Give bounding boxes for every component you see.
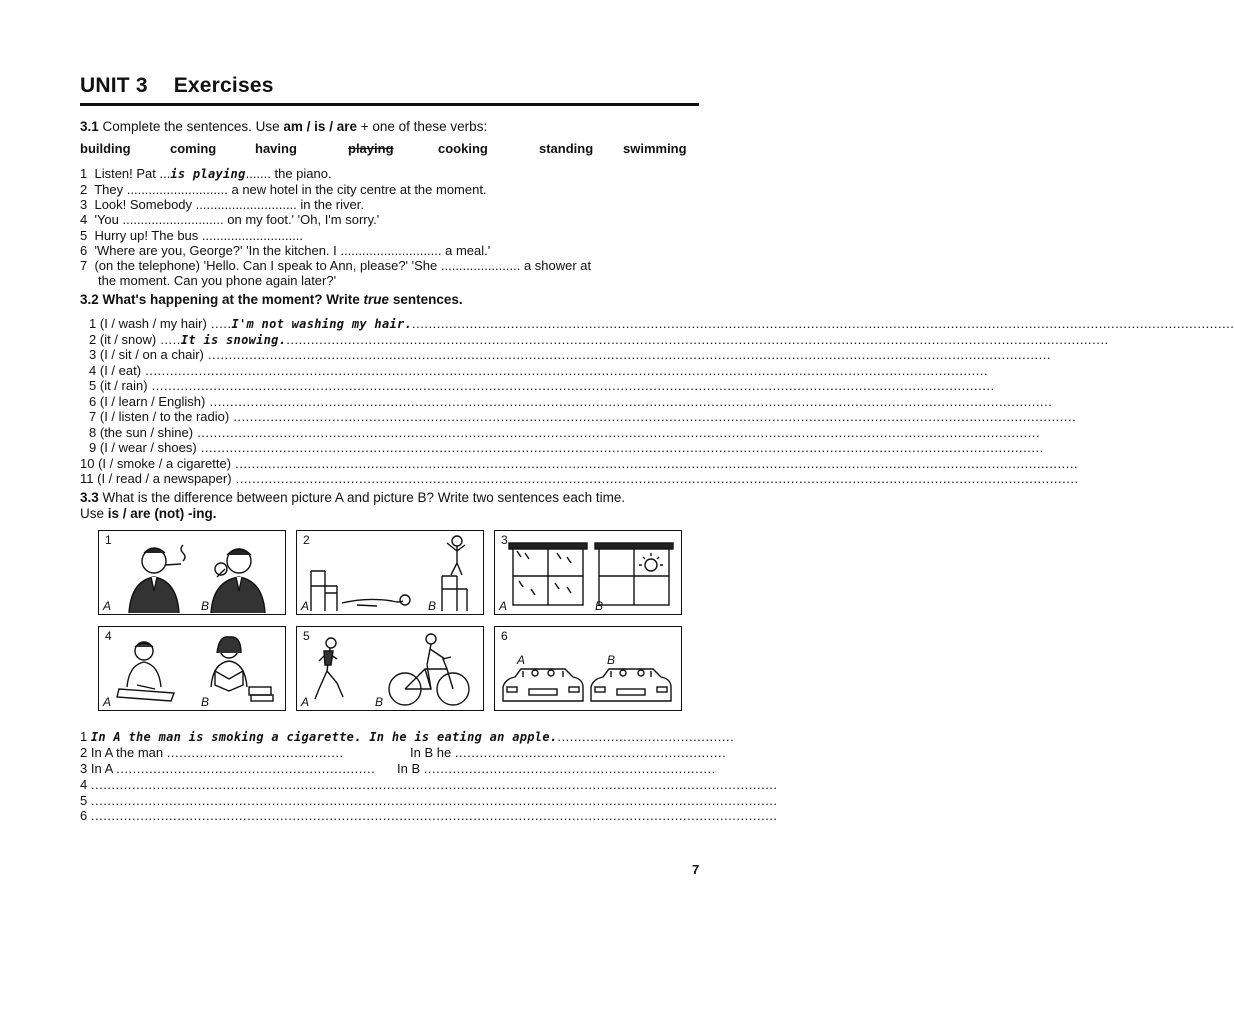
instruction-text: + one of these verbs: — [360, 119, 488, 134]
item-cue: (I / learn / English) — [99, 393, 206, 409]
line-number: 5 — [80, 793, 88, 808]
sentence-text: the moment. Can you phone again later?' — [98, 273, 337, 288]
item-number: 10 — [80, 455, 95, 471]
sentence-number: 4 — [80, 212, 88, 227]
exercise-3-3-line-b: In B he .................................................................. — [410, 745, 727, 760]
page-number: 7 — [692, 862, 700, 877]
sentence-text: 'You ............................ on my foot.' 'Oh, I'm sorry.' — [94, 212, 380, 227]
picture-label-a: A — [103, 599, 112, 613]
item-cue: (the sun / shine) — [99, 424, 194, 440]
picture-label-b: B — [375, 695, 384, 709]
item-number: 8 — [89, 424, 97, 440]
item-number: 1 — [89, 316, 97, 331]
dotted-fill: ........................................................................................................................................................................................................ — [412, 316, 1234, 331]
instruction-bold: am / is / are — [283, 119, 357, 134]
sentence-number: 1 — [80, 166, 88, 181]
picture-label-b: B — [595, 599, 604, 613]
verb-item-crossed-out: playing — [348, 141, 394, 156]
exercise-3-1-sentence — [80, 212, 379, 227]
exercise-3-2-item: 4 (I / eat) ............................................................................................................................................................................................................. — [89, 362, 989, 378]
picture-5 — [296, 626, 484, 711]
title-divider — [80, 103, 699, 106]
exercise-3-2-item: 2 (it / snow) .....It is snowing......................................................................................................................................................................................................... — [89, 331, 1109, 347]
sentence-number: 3 — [80, 197, 88, 212]
picture-number: 4 — [105, 629, 112, 643]
sentence-number: 7 — [80, 258, 88, 273]
sentence-text: (on the telephone) 'Hello. Can I speak to Ann, please?' 'She ...................... a shower at — [94, 258, 592, 273]
dotted-fill: ........................................................................................................................................................................................................ — [228, 347, 1051, 362]
picture-3 — [494, 530, 682, 615]
exercise-3-1-sentence — [80, 228, 303, 243]
exercise-3-3-blank-line: 5 ....................................................................................................................................................................... — [80, 793, 778, 808]
exercise-3-3-line-b: In B ....................................................................... — [397, 761, 716, 776]
item-cue: (I / read / a newspaper) — [97, 471, 232, 486]
line-number: 6 — [80, 808, 88, 823]
line-prompt: In A the man — [90, 745, 164, 760]
instruction-text: Complete the sentences. Use — [102, 119, 280, 134]
sentence-text: They ............................ a new hotel in the city centre at the moment. — [94, 182, 487, 197]
picture-label-a: A — [301, 599, 310, 613]
verb-item: having — [255, 141, 297, 156]
picture-number: 6 — [501, 629, 508, 643]
item-number: 5 — [89, 378, 97, 393]
running-cycling-illustration — [297, 627, 482, 709]
verb-item: building — [80, 141, 131, 156]
sentence-text: Hurry up! The bus ............................ — [94, 228, 304, 243]
item-cue: (I / eat) — [99, 362, 142, 378]
picture-6 — [494, 626, 682, 711]
picture-label-b: B — [607, 653, 616, 667]
exercise-3-2-instruction — [80, 292, 463, 307]
page-title — [80, 74, 274, 98]
item-cue: (it / snow) — [99, 331, 157, 347]
sentence-number: 2 — [80, 182, 88, 197]
item-number: 3 — [89, 347, 97, 362]
verb-item: swimming — [623, 141, 687, 156]
exercise-3-2-item: 1 (I / wash / my hair) .....I'm not washing my hair......................................................................................................................................................................................................... — [89, 316, 1234, 331]
dotted-fill: ........................................................................................................................................................................................................ — [165, 362, 989, 378]
picture-2 — [296, 530, 484, 615]
instruction-text: What is the difference between picture A and picture B? Write two sentences each time. — [102, 490, 626, 505]
exercise-3-2-item: 3 (I / sit / on a chair) ............................................................................................................................................................................................................. — [89, 347, 1051, 362]
verb-item: standing — [539, 141, 594, 156]
instruction-text: sentences. — [392, 292, 463, 307]
exercise-3-1-sentence — [80, 166, 332, 181]
picture-number: 1 — [105, 533, 112, 547]
picture-label-b: B — [428, 599, 437, 613]
handwritten-answer: I'm not washing my hair. — [231, 317, 413, 331]
chair-standing-lying-illustration — [297, 531, 482, 613]
picture-number: 5 — [303, 629, 310, 643]
exercise-3-3-blank-line: 6 ....................................................................................................................................................................... — [80, 808, 778, 823]
dotted-fill: ........................................................................................................................................................................................................ — [286, 331, 1109, 347]
exercise-3-2-item: 7 (I / listen / to the radio) ............................................................................................................................................................................................................. — [89, 409, 1077, 424]
picture-label-a: A — [301, 695, 310, 709]
item-number: 6 — [89, 393, 97, 409]
exercise-number: 3.3 — [80, 490, 99, 505]
exercise-number: 3.2 — [80, 292, 99, 307]
exercise-3-3-line: 2 In A the man ........................................... — [80, 745, 344, 760]
exercise-3-1-instruction — [80, 119, 487, 134]
item-number: 4 — [89, 362, 97, 378]
line-prompt: In A — [90, 761, 113, 776]
picture-label-a: A — [517, 653, 526, 667]
handwritten-answer: It is snowing. — [180, 332, 287, 347]
exercise-3-3-blank-line: 4 ....................................................................................................................................................................... — [80, 777, 778, 792]
item-cue: (I / wear / shoes) — [99, 440, 197, 455]
instruction-bold: is / are (not) -ing. — [107, 506, 217, 521]
exercise-3-2-item: 10 (I / smoke / a cigarette) ............................................................................................................................................................................................................. — [80, 455, 1079, 471]
exercise-3-3-line: 3 In A ............................................................... — [80, 761, 376, 776]
sentence-text: Listen! Pat ... — [94, 166, 171, 181]
item-number: 2 — [89, 331, 97, 347]
item-number: 11 — [80, 471, 94, 486]
men-smoking-eating-illustration — [99, 531, 284, 613]
instruction-text: Use — [80, 506, 105, 521]
picture-number: 3 — [501, 533, 508, 547]
verb-item: cooking — [438, 141, 488, 156]
handwritten-answer: In A the man is smoking a cigarette. In he is eating an apple. — [90, 730, 558, 744]
picture-4 — [98, 626, 286, 711]
picture-1 — [98, 530, 286, 615]
item-number: 7 — [89, 409, 97, 424]
item-cue: (I / sit / on a chair) — [99, 347, 204, 362]
exercise-3-2-item: 5 (it / rain) ............................................................................................................................................................................................................. — [89, 378, 995, 393]
exercise-3-3-line: 1 In A the man is smoking a cigarette. In he is eating an apple............................................ — [80, 729, 735, 744]
dotted-fill: ........................................................................................................................................................................................................ — [221, 440, 1044, 455]
dotted-fill: ........................................................................................................................................................................................................ — [255, 455, 1079, 471]
item-cue: (I / wash / my hair) — [99, 316, 207, 331]
verb-item: coming — [170, 141, 217, 156]
item-cue: (I / smoke / a cigarette) — [98, 455, 232, 471]
exercise-3-1-sentence — [80, 197, 364, 212]
exercise-3-3-instruction-use — [80, 506, 217, 521]
dotted-fill: ........................................................................................................................................................................................................ — [253, 409, 1077, 424]
exercise-3-1-sentence — [80, 182, 487, 197]
dotted-fill: ........................................................................................................................................................................................................ — [217, 424, 1041, 440]
exercise-3-2-item: 11 (I / read / a newspaper) ............................................................................................................................................................................................................. — [80, 471, 1079, 486]
sentence-text: 'Where are you, George?' 'In the kitchen. I ............................ a meal.' — [94, 243, 491, 258]
item-cue: (it / rain) — [99, 378, 148, 393]
writing-reading-illustration — [99, 627, 284, 709]
dotted-fill: ........................................................................................................................................................................................................ — [230, 393, 1053, 409]
sentence-text: Look! Somebody ............................ in the river. — [94, 197, 364, 212]
sentence-number: 6 — [80, 243, 88, 258]
exercise-3-2-item: 9 (I / wear / shoes) ............................................................................................................................................................................................................. — [89, 440, 1044, 455]
picture-label-a: A — [103, 695, 112, 709]
line-number: 4 — [80, 777, 88, 792]
dotted-fill: ........................................................................................................................................................................................................ — [256, 471, 1079, 486]
cars-illustration — [495, 627, 680, 709]
dotted-fill: ........................................... — [557, 729, 735, 744]
instruction-italic: true — [363, 292, 390, 307]
picture-label-b: B — [201, 695, 210, 709]
handwritten-answer: is playing — [170, 167, 246, 181]
sentence-text: ....... the piano. — [245, 166, 332, 181]
line-prompt: In B — [397, 761, 421, 776]
picture-label-b: B — [201, 599, 210, 613]
picture-label-a: A — [499, 599, 508, 613]
exercise-3-2-item: 6 (I / learn / English) ............................................................................................................................................................................................................. — [89, 393, 1053, 409]
exercise-3-3-instruction — [80, 490, 625, 505]
dotted-fill: ........................................................................................................................................................................................................ — [172, 378, 995, 393]
unit-label: UNIT 3 — [80, 74, 148, 97]
exercise-3-1-sentence — [80, 243, 490, 258]
exercise-3-1-sentence — [80, 258, 591, 273]
sentence-number: 5 — [80, 228, 88, 243]
line-prompt: In B he — [410, 745, 452, 760]
picture-number: 2 — [303, 533, 310, 547]
exercise-3-2-item: 8 (the sun / shine) ............................................................................................................................................................................................................. — [89, 424, 1041, 440]
exercise-number: 3.1 — [80, 119, 99, 134]
exercise-3-1-sentence-continued — [98, 273, 336, 288]
unit-heading: Exercises — [173, 74, 274, 97]
item-cue: (I / listen / to the radio) — [99, 409, 230, 424]
instruction-text: What's happening at the moment? Write — [102, 292, 360, 307]
item-number: 9 — [89, 440, 97, 455]
windows-rain-sun-illustration — [495, 531, 680, 613]
